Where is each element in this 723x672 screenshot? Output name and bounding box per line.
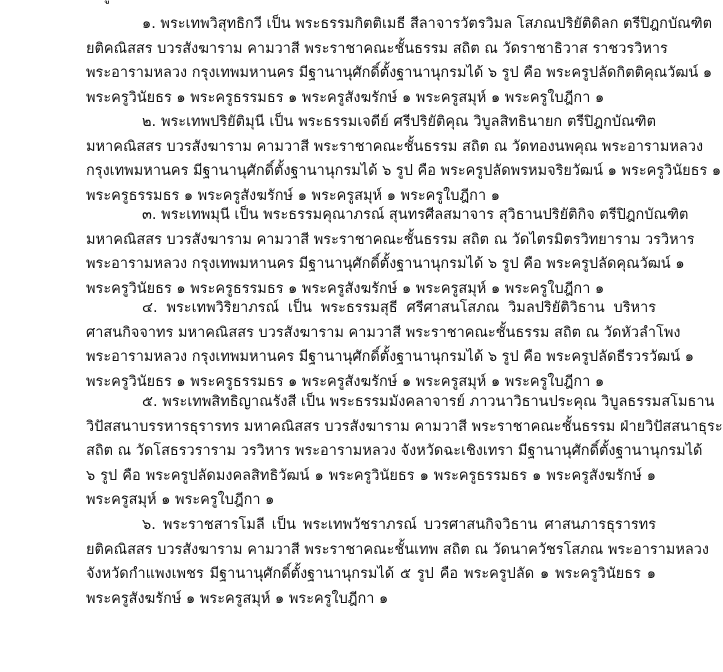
paragraph-4-line-1: ๔. พระเทพวิริยาภรณ์ เป็น พระธรรมสุธี ศรีศาสนโสภณ วิมลปริยัติวิธาน บริหาร xyxy=(142,300,656,316)
paragraph-5-line-5: พระครูสมุห์ ๑ พระครูใบฎีกา ๑ xyxy=(86,492,275,509)
paragraph-3-line-2: มหาคณิสสร บวรสังฆาราม คามวาสี พระราชาคณะชั้นธรรม สถิต ณ วัดไตรมิตรวิทยาราม วรวิหาร xyxy=(86,231,695,248)
paragraph-3 xyxy=(86,203,695,301)
paragraph-5-line-3: สถิต ณ วัดโสธรวราราม วรวิหาร พระอารามหลวง จังหวัดฉะเชิงเทรา มีฐานานุศักดิ์ตั้งฐานานุกรมได้ xyxy=(86,443,703,460)
paragraph-2 xyxy=(86,110,722,208)
paragraph-4-line-2: ศาสนกิจจาทร มหาคณิสสร บวรสังฆาราม คามวาสี พระราชาคณะชั้นธรรม สถิต ณ วัดหัวลำโพง xyxy=(86,324,681,341)
paragraph-6 xyxy=(86,513,709,611)
paragraph-1-line-2: ยติคณิสสร บวรสังฆาราม คามวาสี พระราชาคณะชั้นธรรม สถิต ณ วัดราชาธิวาส ราชวรวิหาร xyxy=(86,40,668,57)
paragraph-2-line-2: มหาคณิสสร บวรสังฆาราม คามวาสี พระราชาคณะชั้นธรรม สถิต ณ วัดทองนพคุณ พระอารามหลวง xyxy=(86,138,704,155)
paragraph-1 xyxy=(86,12,713,110)
paragraph-3-line-3: พระอารามหลวง กรุงเทพมหานคร มีฐานานุศักดิ์ตั้งฐานานุกรมได้ ๖ รูป คือ พระครูปลัดคุณวัฒน์ ๑ xyxy=(86,256,685,273)
paragraph-1-line-1: ๑. พระเทพวิสุทธิกวี เป็น พระธรรมกิตติเมธี สีลาจารวัตรวิมล โสภณปริยัติดิลก ตรีปิฎกบัณฑิต xyxy=(142,16,713,32)
paragraph-4 xyxy=(86,296,694,394)
paragraph-2-line-1: ๒. พระเทพปริยัติมุนี เป็น พระธรรมเจดีย์ ศรีปริยัติคุณ วิบูลสิทธินายก ตรีปิฎกบัณฑิต xyxy=(142,114,656,130)
paragraph-6-line-2: ยติคณิสสร บวรสังฆาราม คามวาสี พระราชาคณะชั้นเทพ สถิต ณ วัดนาควัชรโสภณ พระอารามหลวง xyxy=(86,541,709,558)
paragraph-1-line-3: พระอารามหลวง กรุงเทพมหานคร มีฐานานุศักดิ์ตั้งฐานานุกรมได้ ๖ รูป คือ พระครูปลัดกิตติคุณวัฒน์ ๑ xyxy=(86,65,713,82)
paragraph-5-line-1: ๕. พระเทพสิทธิญาณรังสี เป็น พระธรรมมังคลาจารย์ ภาวนาวิธานประคุณ วิบูลธรรมสโมธาน xyxy=(142,394,715,410)
paragraph-3-line-4: พระครูวินัยธร ๑ พระครูธรรมธร ๑ พระครูสังฆรักษ์ ๑ พระครูสมุห์ ๑ พระครูใบฎีกา ๑ xyxy=(86,280,605,297)
paragraph-3-line-1: ๓. พระเทพมุนี เป็น พระธรรมคุณาภรณ์ สุนทรศีลสมาจาร สุวิธานปริยัติกิจ ตรีปิฎกบัณฑิต xyxy=(142,207,689,223)
paragraph-6-line-4: พระครูสังฆรักษ์ ๑ พระครูสมุห์ ๑ พระครูใบฎีกา ๑ xyxy=(86,590,389,607)
paragraph-1-line-4: พระครูวินัยธร ๑ พระครูธรรมธร ๑ พระครูสังฆรักษ์ ๑ พระครูสมุห์ ๑ พระครูใบฎีกา ๑ xyxy=(86,89,605,106)
paragraph-2-line-4: พระครูธรรมธร ๑ พระครูสังฆรักษ์ ๑ พระครูสมุห์ ๑ พระครูใบฎีกา ๑ xyxy=(86,187,500,204)
paragraph-5-line-4: ๖ รูป คือ พระครูปลัดมงคลสิทธิวัฒน์ ๑ พระครูวินัยธร ๑ พระครูธรรมธร ๑ พระครูสังฆรักษ์ ๑ xyxy=(86,467,656,484)
paragraph-6-line-3: จังหวัดกำแพงเพชร มีฐานานุศักดิ์ตั้งฐานานุกรมได้ ๕ รูป คือ พระครูปลัด ๑ พระครูวินัยธร ๑ xyxy=(86,566,656,583)
paragraph-5 xyxy=(86,390,723,513)
paragraph-4-line-4: พระครูวินัยธร ๑ พระครูธรรมธร ๑ พระครูสังฆรักษ์ ๑ พระครูสมุห์ ๑ พระครูใบฎีกา ๑ xyxy=(86,373,605,390)
paragraph-6-line-1: ๖. พระราชสารโมลี เป็น พระเทพวัชราภรณ์ บวรศาสนกิจวิธาน ศาสนภารธุรารทร xyxy=(142,517,656,533)
paragraph-5-line-2: วิปัสสนาบรรหารธุรารทร มหาคณิสสร บวรสังฆาราม คามวาสี พระราชาคณะชั้นธรรม ฝ่ายวิปัสสนาธุระ xyxy=(86,418,723,435)
paragraph-4-line-3: พระอารามหลวง กรุงเทพมหานคร มีฐานานุศักดิ์ตั้งฐานานุกรมได้ ๖ รูป คือ พระครูปลัดธีรวรวัฒน์ ๑ xyxy=(86,349,694,366)
paragraph-2-line-3: กรุงเทพมหานคร มีฐานานุศักดิ์ตั้งฐานานุกรมได้ ๖ รูป คือ พระครูปลัดพรหมจริยวัฒน์ ๑ พระครูวินัยธร ๑ xyxy=(86,163,722,180)
